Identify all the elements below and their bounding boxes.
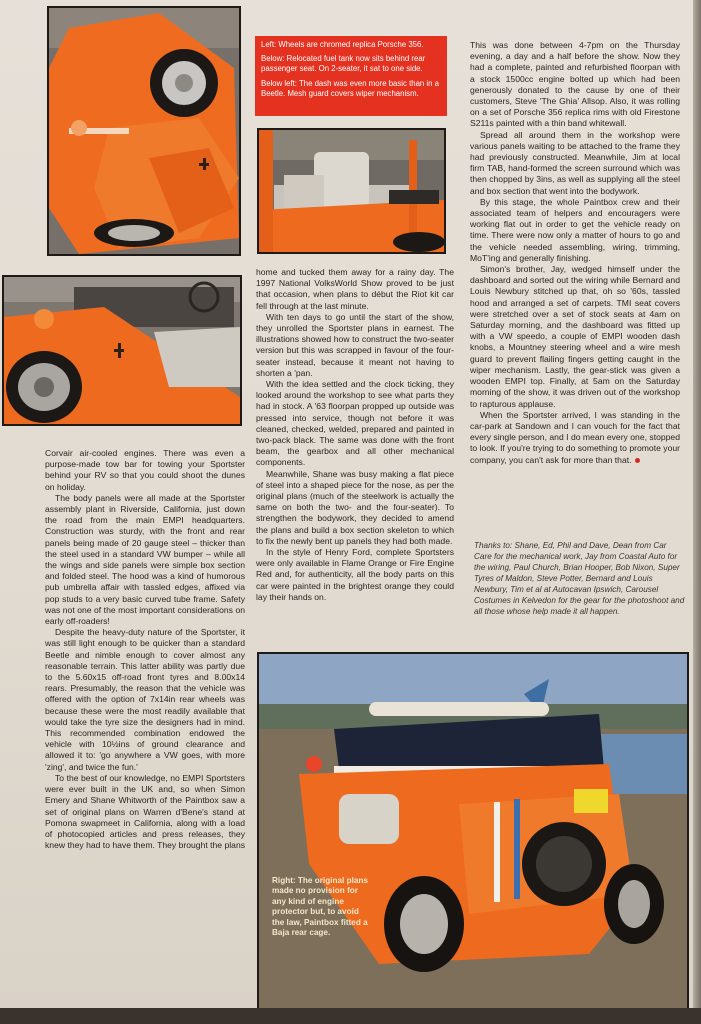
photo-side-dashboard <box>2 275 242 426</box>
article-column-1 <box>45 448 245 851</box>
photo-sportster-main <box>257 652 689 1011</box>
photo-rear-spare-wheel <box>47 6 241 256</box>
thanks-credits: Thanks to: Shane, Ed, Phil and Dave, Dean from Car Care for the mechanical work, Jay from Coastal Auto for the wiring, Paul Church, Brian Hooper, Bob Nixon, Super Tyres of Maldon, Steve Potter, Bernard and Louis Newbury, Tim et al at Autocavan Ipswich, Carousel Costumes in Kelvedon for the gear for the photoshoot and all those whose help made it all happen. <box>474 541 685 616</box>
paragraph: With the idea settled and the clock ticking, they looked around the workshop to see what parts they had in stock. A '63 floorpan propped up outside was pressed into service, though not before it was cleaned, checked, welded, prepared and painted in two-pack black. The same was done with the front beam, the gearbox and all other mechanical components. <box>256 379 454 468</box>
paragraph: To the best of our knowledge, no EMPI Sportsters were ever built in the UK and, so when Simon Emery and Shane Whitworth of the Paintbox saw a set of original plans on Warren d'Bene's stand at Pomona swapmeet in California, along with a load of photocopied articles and press releases, they knew they had to have them. They brought the plans <box>45 772 246 851</box>
caption-fuel-tank: Below: Relocated fuel tank now sits behind rear passenger seat. On 2-seater, it sat to one side. <box>261 54 426 74</box>
caption-dash: Below left: The dash was even more basic than in a Beetle. Mesh guard covers wiper mechanism. <box>261 78 439 98</box>
paragraph: With ten days to go until the start of the show, they unrolled the Sportster plans in earnest. The illustrations showed how to construct the two-seater version but this was scrapped in favour of the four-seater instead, because it meant not having to shorten a 'pan. <box>256 311 454 378</box>
page-edge <box>693 0 701 1024</box>
end-mark-icon <box>635 458 640 463</box>
article-column-2 <box>256 267 454 603</box>
paragraph <box>470 410 680 466</box>
paragraph: Simon's brother, Jay, wedged himself under the dashboard and sorted out the wiring while Bernard and Louis Newbury stitched up that, oh so '60s, tassled hood and arranged a set of carpets. TMI seat covers were stretched over a set of stock seats at 4am on Saturday morning, and the dashboard was fitted up with a VW speedo, a couple of EMPI wooden dash knobs, a Mountney steering wheel and a wire mesh guard to prevent flailing fingers getting caught in the wiper mechanism. Lastly, the gear-stick was given a wooden EMPI top. Finally, at 5am on the Saturday morning of the show, it was driven out of the workshop to rapturous applause. <box>470 264 680 409</box>
page-bottom-edge <box>0 1008 701 1024</box>
paragraph: By this stage, the whole Paintbox crew and their associated team of helpers and encouragers were working flat out in order to get the vehicle ready on time. There were now only a matter of hours to go and the vehicle needed assembling, wiring, trimming, MoT'ing and generally finishing. <box>470 196 680 263</box>
paragraph: Meanwhile, Shane was busy making a flat piece of steel into a shaped piece for the nose, as per the original plans (much of the steelwork is actually the same on both the two- and the four-seater). To strengthen the bodywork, they decided to amend the plans and build a box section skeleton to which to fix the newly bent up panels they had both made. <box>256 468 454 546</box>
caption-wheels: Left: Wheels are chromed replica Porsche 356. <box>261 40 424 49</box>
paragraph: Despite the heavy-duty nature of the Sportster, it was still light enough to be quicker than a standard Beetle and nimble enough to cover almost any reasonable terrain. This latter ability was partly due to the 5.60x15 off-road front tyres and 8.00x14 rears. Presumably, the reason that the vehicle was offered with the option of 7x14in rear wheels was because these were the most readily available that would take the tyre size the designers had in mind. This recommended combination endowed the vehicle with 10½ins of ground clearance and allowed it to: 'go anywhere a VW goes, with more 'zing', and twice the fun.' <box>45 627 245 772</box>
closing-paragraph: When the Sportster arrived, I was standing in the car-park at Sandown and I can vouch for the fact that every single person, and I do mean every one, stopped to look. If you're trying to do something to promote your company, you can't ask for more than that. <box>470 409 680 465</box>
paragraph: This was done between 4-7pm on the Thursday evening, a day and a half before the show. Now they had a complete, painted and refurbished floorpan with a stock 1500cc engine bolted up which had been generously donated to the cause by one of their customers, Steve 'The Ghia' Allsop. Also, it was rolling on a set of Porsche 356 replica rims with old Firestone S211s painted with a thin band whitewall. <box>470 40 680 129</box>
paragraph: Corvair air-cooled engines. There was even a purpose-made tow bar for towing your Sportster behind your RV so that you could shoot the dunes on holiday. <box>45 448 245 492</box>
paragraph: Spread all around them in the workshop were various panels waiting to be attached to the frame they had previously constructed. Meanwhile, Jim at local firm TAB, hand-formed the screen surround which was then chopped by 3ins, as well as supplying all the steel and box section that went into the bodywork. <box>470 129 680 196</box>
caption-rear-cage: Right: The original plans made no provision for any kind of engine protector but, to avoid the law, Paintbox fitted a Baja rear cage. <box>272 876 368 938</box>
photo-seats <box>257 128 446 254</box>
paragraph: home and tucked them away for a rainy day. The 1997 National VolksWorld Show proved to be just that occasion, when plans to début the Riot kit car fell through at the last minute. <box>256 267 454 311</box>
article-column-3 <box>470 40 680 466</box>
paragraph: The body panels were all made at the Sportster assembly plant in Riverside, California, just down the road from the main EMPI headquarters. Construction was sturdy, with the front and rear panels being made of 20 gauge steel – thicker than the steel used in a standard VW bumper – while all the wings and side panels were simple box section and folded steel. The hood was a kind of humorous pub umbrella affair with tassled edges, affixed via pop studs to a very basic curved tube frame. Safety was not one of the most important considerations on early off-roaders! <box>45 492 245 627</box>
caption-box <box>255 36 447 116</box>
paragraph: In the style of Henry Ford, complete Sportsters were only available in Flame Orange or Fire Engine Red and, for authenticity, all the body parts on this car were painted in the brightest orange they could lay their hands on. <box>256 547 454 602</box>
